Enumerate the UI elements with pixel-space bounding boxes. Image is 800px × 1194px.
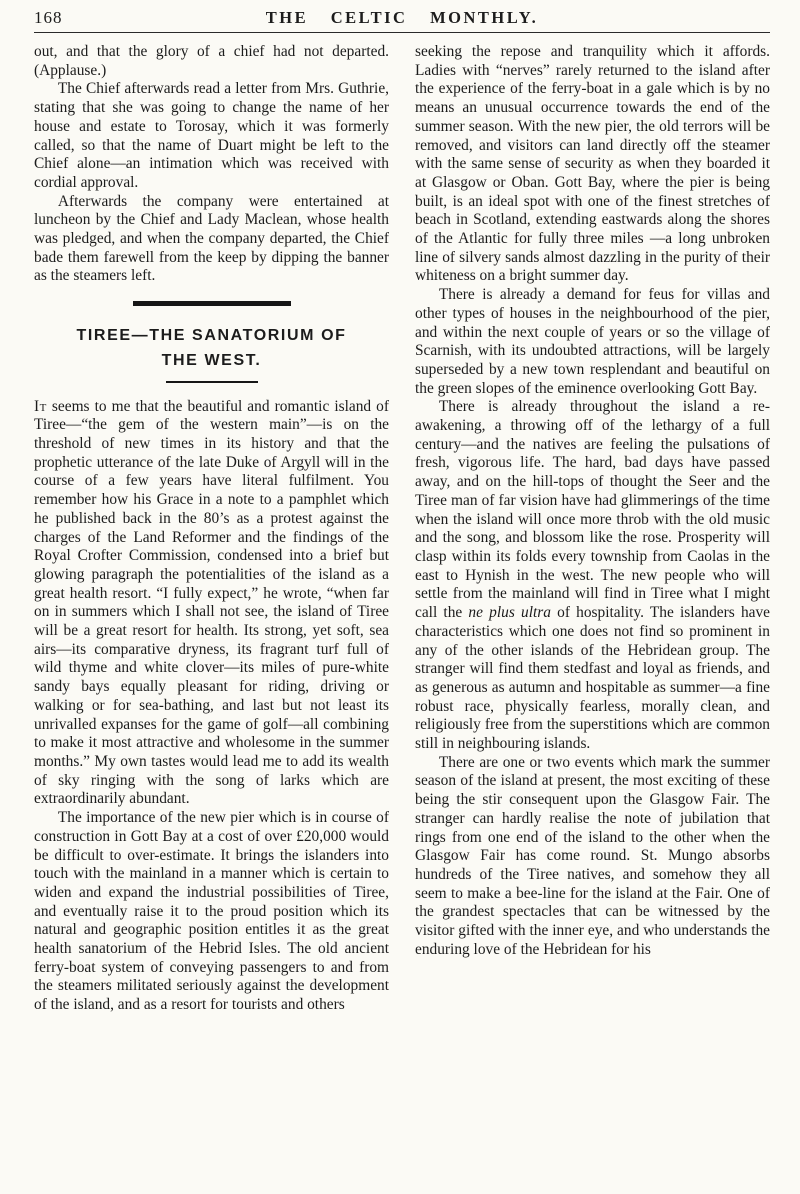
paragraph: There are one or two events which mark the summer season of the island at present, the most exciting of these being the stir consequent upon the Glasgow Fair. The stranger can hardly realise the note of jubilation that rings from one end of the island to the other when the Glasgow Fair has come round. St. Mungo absorbs hundreds of the Tiree natives, and somehow they all seem to make a bee-line for the island at the Fair. One of the grandest spectacles that can be witnessed by the visitor gifted with the inner eye, and who understands the enduring love of the Hebridean for his xyxy=(415,753,770,958)
lead-word: It xyxy=(34,397,47,415)
paragraph xyxy=(415,398,770,753)
paragraph-text: seems to me that the beautiful and romantic island of Tiree—“the gem of the western main”—is on the threshold of new times in its history and that the prophetic utterance of the late Duke of Argyll will in the course of a few years have literal fulfilment. You remember how his Grace in a note to a pamphlet which he published back in the 80’s as a protest against the charges of the Land Reformer and the findings of the Royal Crofter Commission, condensed into a brief but glowing paragraph the potentialities of the island as a great health resort. “I fully expect,” he wrote, “when far on in summers which I shall not see, the island of Tiree will be a great resort for health. Its strong, yet soft, sea airs—its comparative dryness, its fragrant turf full of wild thyme and white clover—its miles of pure-white sandy bays equally pleasant for riding, driving or walking or for sea-bathing, and last but not least its unrivalled expanses for the game of golf—all combining to make it most attractive and wholesome in the summer months.” My own tastes would lead me to add its wealth of sky ringing with the song of larks which are extraordinarily abundant. xyxy=(34,397,389,808)
paragraph: There is already a demand for feus for villas and other types of houses in the neighbourhood of the pier, and within the next couple of years or so the village of Scarnish, with its undoubted attractions, will be largely superseded by a new town resplendant and beautiful on the green slopes of the eminence overlooking Gott Bay. xyxy=(415,286,770,397)
section-divider-rule xyxy=(133,301,291,306)
article-heading-line1: TIREE—THE SANATORIUM OF xyxy=(76,326,347,344)
paragraph-text: of hospitality. The islanders have characteristics which one does not find so prominent in any of the other islands of the Hebridean group. The stranger will find them stedfast and loyal as friends, and as generous as autumn and hospitable as summer—a fine robust race, physically fearless, morally clean, and religiously free from the superstitions which are common still in neighbouring islands. xyxy=(415,604,770,753)
paragraph: The importance of the new pier which is in course of construction in Gott Bay at a cost of over £20,000 would be difficult to over-estimate. It brings the islanders into touch with the mainland in a manner which is certain to widen and expand the industrial possibilities of Tiree, and eventually raise it to the proud position which its natural and geographic position entitles it as the great health sanatorium of the Hebrid Isles. The old ancient ferry-boat system of conveying passengers to and from the steamers militated seriously against the development of the island, and as a resort for tourists and others xyxy=(34,809,389,1014)
page-header xyxy=(34,8,770,33)
journal-title: THE CELTIC MONTHLY. xyxy=(265,8,539,27)
article-heading xyxy=(34,323,389,373)
two-column-body xyxy=(34,43,770,1015)
left-column xyxy=(34,43,389,1015)
page-number: 168 xyxy=(34,8,63,27)
article-heading-line2: THE WEST. xyxy=(161,351,262,369)
heading-underline-rule xyxy=(166,381,258,383)
latin-phrase: ne plus ultra xyxy=(468,604,551,622)
right-column xyxy=(415,43,770,1015)
paragraph: Afterwards the company were entertained at luncheon by the Chief and Lady Maclean, whose health was pledged, and when the company departed, the Chief bade them farewell from the keep by dipping the banner as the steamers left. xyxy=(34,192,389,285)
paragraph-text: There is already throughout the island a re-awakening, a throwing off of the lethargy of a full century—and the natives are feeling the pulsations of fresh, vigorous life. The hard, bad days have passed away, and on the hill-tops of thought the Seer and the Tiree man of far vision have had glimmerings of the time when the island will once more throb with the old music and the song, and blossom like the rose. Prosperity will clasp within its folds every township from Caolas in the east to Hynish in the west. The new people who will settle from the mainland will find in Tiree what I might call the xyxy=(415,398,770,622)
paragraph xyxy=(34,398,389,809)
paragraph: The Chief afterwards read a letter from Mrs. Guthrie, stating that she was going to change the name of her house and estate to Torosay, which it was formerly called, so that the name of Duart might be left to the Chief alone—an intimation which was received with cordial approval. xyxy=(34,80,389,191)
paragraph: out, and that the glory of a chief had not departed. (Applause.) xyxy=(34,43,389,79)
paragraph: seeking the repose and tranquility which it affords. Ladies with “nerves” rarely returned to the island after the experience of the ferry-boat in a gale which is by no means an unusual occurrence towards the end of the summer season. With the new pier, the old terrors will be removed, and visitors can land directly off the steamer with the same sense of security as when they boarded it at Glasgow or Oban. Gott Bay, where the pier is being built, is an ideal spot with one of the finest stretches of beach in Scotland, extending eastwards along the shores of the Atlantic for fully three miles —a long unbroken line of silvery sands almost dazzling in the purity of their whiteness on a bright summer day. xyxy=(415,43,770,285)
